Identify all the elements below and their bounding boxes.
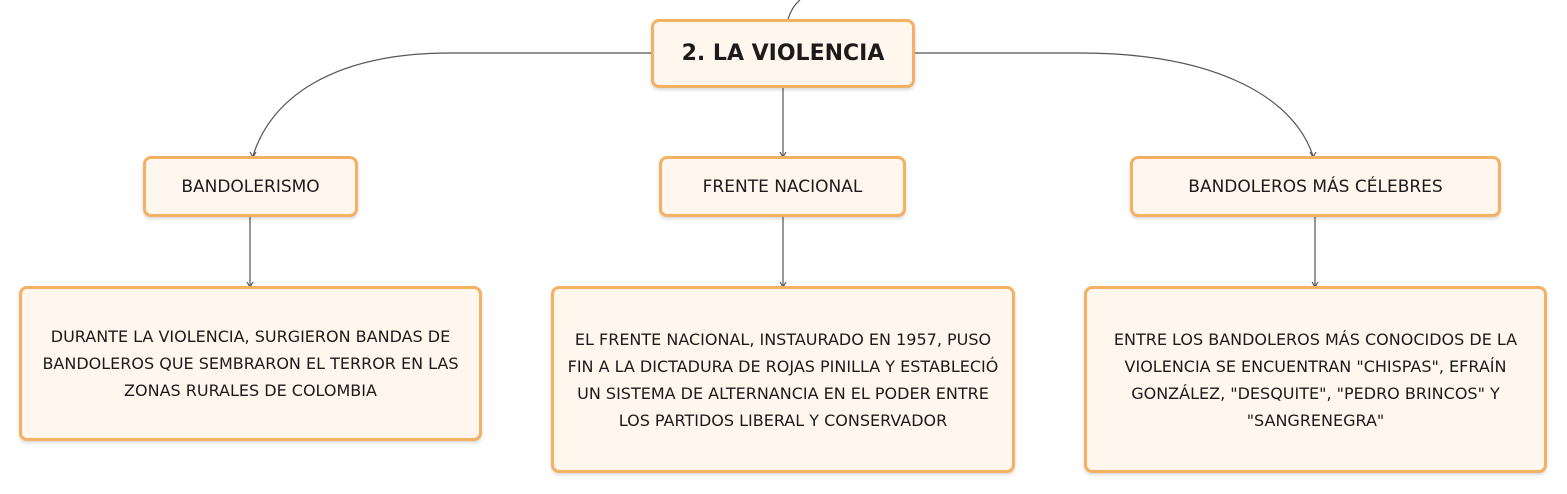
detail-text: EL FRENTE NACIONAL, INSTAURADO EN 1957, PUSO FIN A LA DICTADURA DE ROJAS PINILLA Y ESTABLECIÓ UN SISTEMA DE ALTERNANCIA EN EL PODER ENTRE LOS PARTIDOS LIBERAL Y CONSERVADOR bbox=[567, 329, 999, 430]
detail-node-bandolerismo[interactable] bbox=[19, 286, 482, 441]
connector-main-to-bandolerismo bbox=[253, 53, 651, 156]
main-topic-node[interactable] bbox=[651, 19, 915, 88]
connector-main-to-bandoleros-celebres bbox=[915, 53, 1313, 156]
subtopic-node-bandolerismo[interactable] bbox=[143, 156, 358, 217]
detail-node-frente-nacional[interactable] bbox=[551, 286, 1015, 473]
detail-text: ENTRE LOS BANDOLEROS MÁS CONOCIDOS DE LA VIOLENCIA SE ENCUENTRAN "CHISPAS", EFRAÍN GONZÁLEZ, "DESQUITE", "PEDRO BRINCOS" Y "SANGRENEGRA" bbox=[1113, 329, 1518, 430]
detail-node-bandoleros-celebres[interactable] bbox=[1084, 286, 1547, 473]
subtopic-node-frente-nacional[interactable] bbox=[659, 156, 906, 217]
subtopic-label: FRENTE NACIONAL bbox=[702, 176, 863, 197]
main-topic-label: 2. LA VIOLENCIA bbox=[681, 41, 885, 66]
subtopic-label: BANDOLEROS MÁS CÉLEBRES bbox=[1188, 176, 1443, 197]
connector-from-parent bbox=[788, 0, 800, 19]
detail-text: DURANTE LA VIOLENCIA, SURGIERON BANDAS DE BANDOLEROS QUE SEMBRARON EL TERROR EN LAS ZONAS RURALES DE COLOMBIA bbox=[42, 327, 459, 400]
subtopic-node-bandoleros-celebres[interactable] bbox=[1130, 156, 1501, 217]
subtopic-label: BANDOLERISMO bbox=[181, 176, 320, 197]
